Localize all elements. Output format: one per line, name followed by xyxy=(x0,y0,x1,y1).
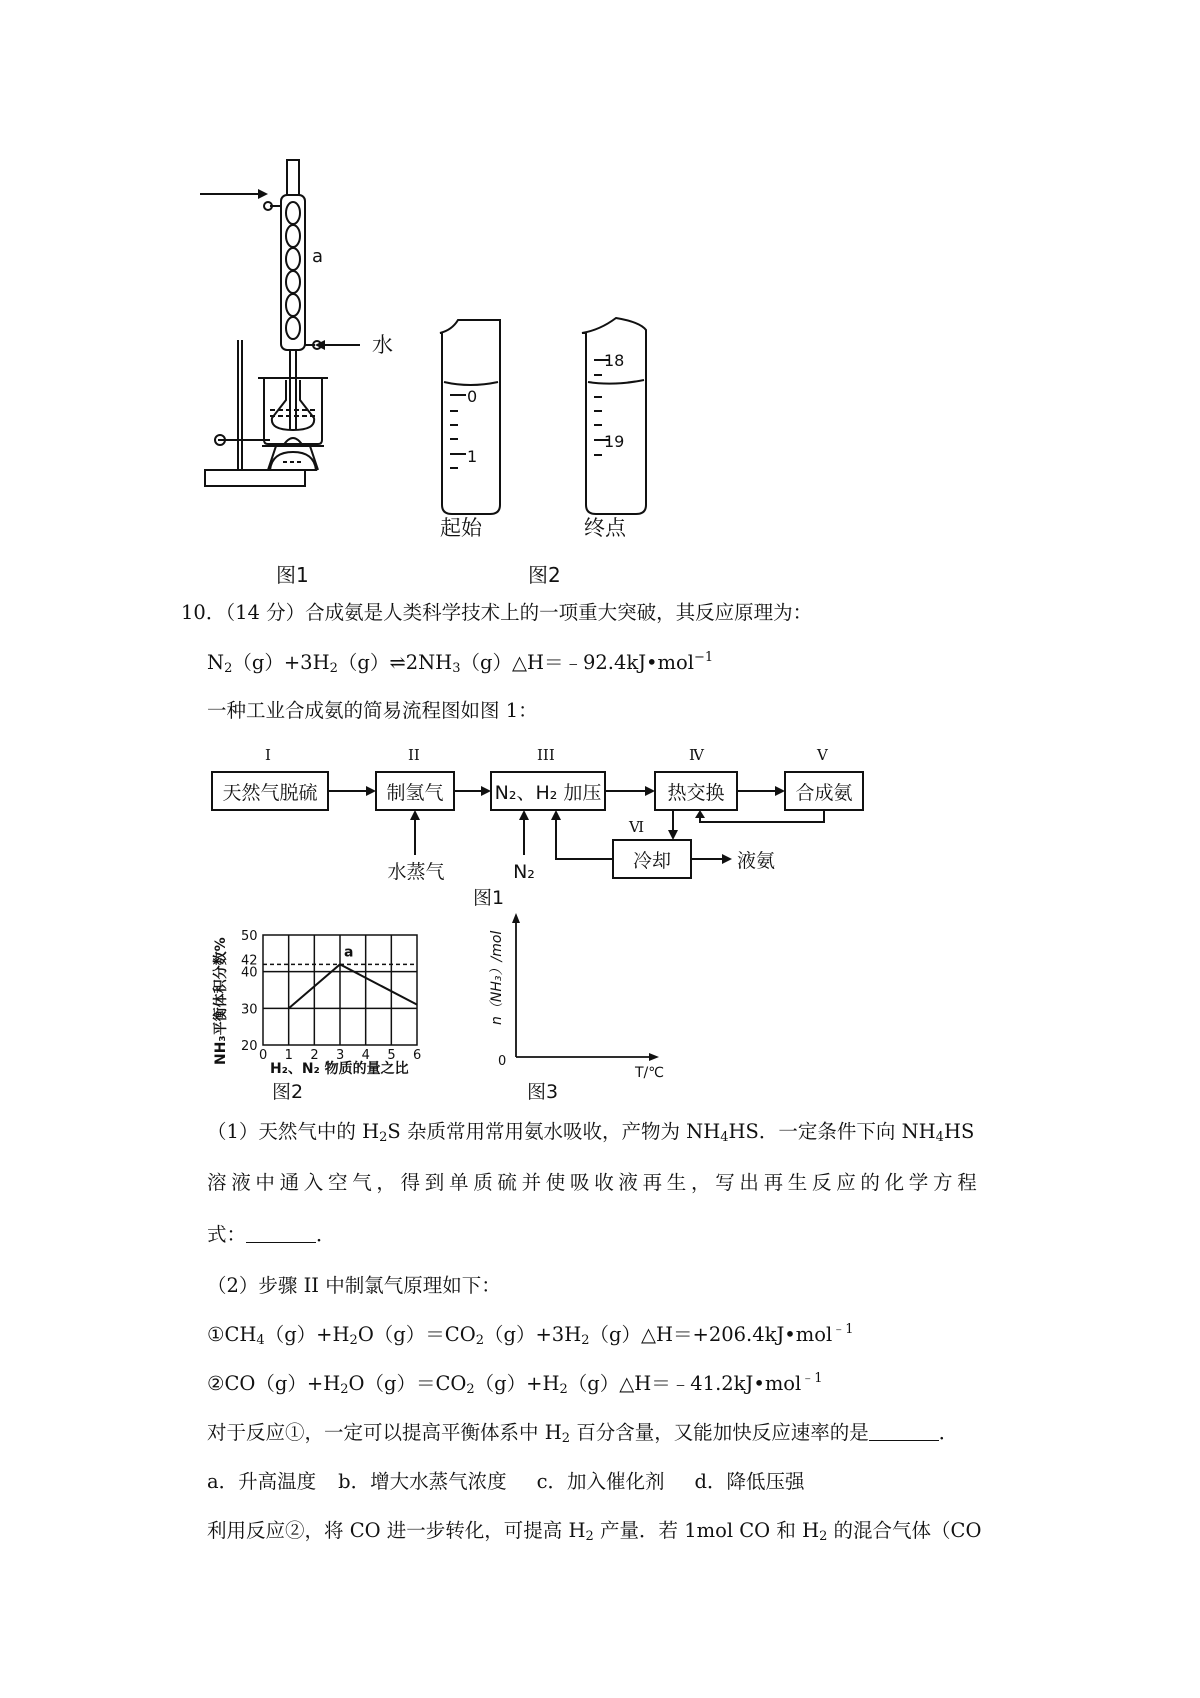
flow-output: 液氨 xyxy=(737,850,776,872)
flow-roman-5: V xyxy=(817,746,828,764)
top-fig1-label: 图1 xyxy=(276,563,309,587)
burette-end xyxy=(582,318,646,514)
flow-roman-3: III xyxy=(537,746,555,764)
question-points: （14 分） xyxy=(225,601,306,624)
burette-start xyxy=(440,320,500,514)
burette-start-caption: 起始 xyxy=(440,516,482,540)
chart2-xtick-6: 6 xyxy=(413,1048,422,1063)
option-b[interactable]: b．增大水蒸气浓度 xyxy=(338,1470,507,1493)
burette-start-tick-1: 1 xyxy=(467,447,478,466)
water-label: 水 xyxy=(372,333,393,357)
flow-roman-4: Ⅳ xyxy=(689,746,704,764)
option-a[interactable]: a．升高温度 xyxy=(207,1470,317,1493)
chart2-xtick-3: 3 xyxy=(336,1048,345,1063)
chart2-caption: 图2 xyxy=(272,1081,304,1103)
flow-label-4: 热交换 xyxy=(667,782,725,804)
chart2-xlabel: H₂、N₂ 物质的量之比 xyxy=(270,1061,409,1077)
option-c[interactable]: c．加入催化剂 xyxy=(536,1470,665,1493)
flow-roman-1: I xyxy=(265,746,271,764)
reaction-equation: $N_2(g)+3H_2(g)\rightleftharpoons 2NH_3(g)\triangle H=﹣92.4kJ•mol^{-1}$ xyxy=(207,650,714,676)
chart2-xtick-0: 0 xyxy=(259,1048,268,1063)
chart2-xtick-1: 1 xyxy=(284,1048,293,1063)
chart3-caption: 图3 xyxy=(527,1081,559,1103)
part1-line1: （1）天然气中的 $H_2S$ 杂质常用常用氨水吸收，产物为 $NH_4HS$．一定条件下向 $NH_4HS$ xyxy=(207,1120,975,1145)
burette-end-caption: 终点 xyxy=(584,516,626,540)
part2-options xyxy=(207,1472,805,1492)
part2-answer-blank[interactable] xyxy=(869,1424,939,1441)
flow-label-3: N₂、H₂ 加压 xyxy=(494,782,602,804)
chart-fig2 xyxy=(205,905,465,1105)
flow-label-5: 合成氨 xyxy=(795,782,853,804)
chart3-y-arrow xyxy=(512,913,520,923)
question-number: 10． xyxy=(181,601,226,624)
chart2-xtick-2: 2 xyxy=(310,1048,319,1063)
flow-label-1: 天然气脱硫 xyxy=(222,782,318,804)
chart2-xtick-4: 4 xyxy=(361,1048,370,1063)
part1-answer-blank[interactable] xyxy=(246,1226,316,1243)
flow-roman-6: Ⅵ xyxy=(629,818,645,836)
chart2-ytick-42: 42 xyxy=(241,953,258,969)
burette-end-tick-18: 18 xyxy=(604,351,625,370)
flow-label-6: 冷却 xyxy=(632,850,672,872)
flow-chart xyxy=(0,730,1200,910)
flow-caption: 图1 xyxy=(473,887,505,909)
chart3-x-arrow xyxy=(649,1053,659,1061)
part1-line2: 溶液中通入空气，得到单质硫并使吸收液再生，写出再生反应的化学方程 xyxy=(207,1171,982,1194)
chart3-origin: 0 xyxy=(498,1054,507,1069)
part2-question: 对于反应①，一定可以提高平衡体系中 $H_2$ 百分含量，又能加快反应速率的是 ． xyxy=(207,1421,959,1446)
chart2-ylabel: NH₃平衡体积分数% xyxy=(213,937,229,1065)
apparatus-label-a: a xyxy=(312,246,324,267)
burette-end-tick-19: 19 xyxy=(604,432,625,451)
question-intro: 合成氨是人类科学技术上的一项重大突破，其反应原理为： xyxy=(305,601,813,624)
option-d[interactable]: d．降低压强 xyxy=(694,1470,805,1493)
chart-fig3 xyxy=(485,905,705,1105)
part1-line3: 式： ． xyxy=(207,1223,336,1246)
chart2-annotation: a xyxy=(344,944,354,961)
flow-label-2: 制氢气 xyxy=(386,782,444,804)
chart3-xlabel: T/℃ xyxy=(635,1065,664,1081)
chart2-ytick-20: 20 xyxy=(241,1039,258,1054)
flow-input-steam: 水蒸气 xyxy=(387,861,445,883)
question-intro-line xyxy=(181,603,812,623)
flow-input-n2: N₂ xyxy=(513,861,535,883)
burette-start-tick-0: 0 xyxy=(467,387,478,406)
top-fig2-label: 图2 xyxy=(528,563,561,587)
chart3-ylabel: n（NH₃）/mol xyxy=(489,930,505,1025)
part2-eq1: $①CH_4(g)+H_2O(g)=CO_2(g)+3H_2(g)\triangle H=+206.4kJ•mol^{﹣1}$ xyxy=(207,1322,854,1348)
top-figures xyxy=(0,0,1200,560)
part2-eq2: $②CO(g)+H_2O(g)=CO_2(g)+H_2(g)\triangle H=﹣41.2kJ•mol^{﹣1}$ xyxy=(207,1371,823,1397)
chart2-ytick-50: 50 xyxy=(241,929,258,944)
reflux-apparatus xyxy=(200,160,360,486)
flow-roman-2: II xyxy=(408,746,420,764)
flow-intro: 一种工业合成氨的简易流程图如图 1： xyxy=(207,699,538,722)
chart2-xtick-5: 5 xyxy=(387,1048,396,1063)
part2-intro: （2）步骤 II 中制氯气原理如下： xyxy=(207,1274,501,1297)
chart2-ytick-30: 30 xyxy=(241,1002,258,1018)
part2-last-line: 利用反应②，将 CO 进一步转化，可提高 $H_2$ 产量．若 1mol CO 和 $H_2$ 的混合气体（CO xyxy=(207,1519,982,1544)
chart2-ytick-40: 40 xyxy=(241,965,258,981)
